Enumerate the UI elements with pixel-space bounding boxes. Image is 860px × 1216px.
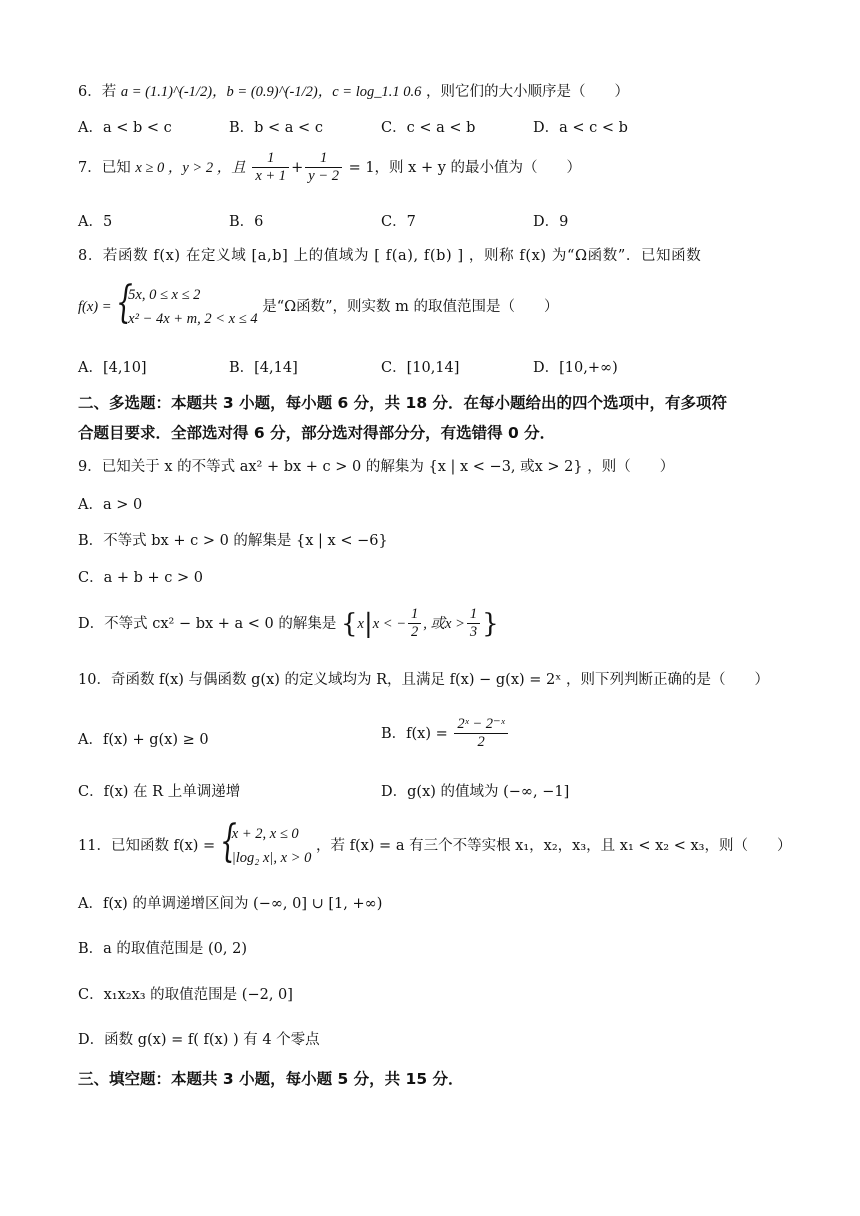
left-brace: {: [219, 816, 237, 867]
piece-2: |log₂ x|, x > 0: [231, 850, 312, 866]
option-b[interactable]: B．b < a < c: [229, 120, 323, 136]
section-2-line-2: 合题目要求．全部选对得 6 分，部分选对得部分分，有选错得 0 分．: [78, 424, 556, 442]
section-3-heading: 三、填空题：本题共 3 小题，每小题 5 分，共 15 分．: [78, 1070, 464, 1088]
section-2-heading: [78, 388, 784, 448]
question-10-stem: 10．奇函数 f(x) 与偶函数 g(x) 的定义域均为 R，且满足 f(x) − g(x) = 2ˣ ，则下列判断正确的是（ ）: [78, 672, 769, 688]
set-brace-open: {: [341, 608, 358, 639]
piecewise-definition: [219, 816, 312, 870]
question-8-function: [78, 277, 784, 331]
question-11-prompt: ，若 f(x) = a 有三个不等实根 x₁，x₂，x₃，且 x₁ < x₂ < x₃，则（ ）: [315, 838, 792, 854]
question-11-option-b[interactable]: B．a 的取值范围是 (0, 2): [78, 941, 248, 957]
question-7-stem: 7．已知 x ≥ 0 ，y > 2 ，且 $\frac{1}{x + 1}$ + $\frac{1}{y - 2}$ = 1，则 x + y 的最小值为（ ）: [78, 150, 582, 185]
question-6-number: 6．若: [78, 84, 117, 100]
question-9-option-d[interactable]: D．不等式 cx² − bx + a < 0 的解集是 {x|x < − $\frac{1}{2}$ , 或x > $\frac{1}{3}$ }: [78, 606, 499, 641]
question-9-option-c[interactable]: C．a + b + c > 0: [78, 570, 203, 586]
option-b-text: B．f(x) =: [381, 725, 448, 742]
set-condition-1: x < −: [372, 615, 407, 632]
set-brace-close: }: [482, 608, 499, 639]
set-condition-2: , 或x >: [423, 615, 465, 632]
section-2-line-1: 二、多选题：本题共 3 小题，每小题 6 分，共 18 分．在每小题给出的四个选项中，有多项符: [78, 394, 728, 412]
question-9-stem: 9．已知关于 x 的不等式 ax² + bx + c > 0 的解集为 {x | x < −3, 或x > 2} ，则（ ）: [78, 459, 675, 475]
option-a[interactable]: A．a < b < c: [78, 120, 172, 136]
piece-1: x + 2, x ≤ 0: [231, 826, 299, 842]
option-b[interactable]: B．[4,14]: [229, 360, 298, 376]
piece-1: 5x, 0 ≤ x ≤ 2: [128, 287, 201, 303]
question-8-prompt: 是“Ω函数”，则实数 m 的取值范围是（ ）: [262, 299, 559, 315]
option-a[interactable]: A．[4,10]: [78, 360, 147, 376]
option-d[interactable]: D．[10,+∞): [533, 360, 618, 376]
question-11-option-a[interactable]: A．f(x) 的单调递增区间为 (−∞, 0] ∪ [1, +∞): [78, 896, 383, 912]
option-d[interactable]: D．a < c < b: [533, 120, 628, 136]
fraction-1: $\frac{1}{x + 1}$: [252, 150, 289, 186]
piecewise-definition: [116, 277, 258, 331]
question-7-prompt: = 1，则 x + y 的最小值为（ ）: [348, 159, 582, 176]
question-9-option-a[interactable]: A．a > 0: [78, 497, 143, 513]
question-10-options-row-1: [78, 716, 784, 766]
question-11-option-d[interactable]: D．函数 g(x) = f( f(x) ) 有 4 个零点: [78, 1032, 320, 1048]
option-c[interactable]: C．f(x) 在 R 上单调递增: [78, 784, 241, 800]
question-11-stem: [78, 816, 792, 870]
fraction-one-half: $\frac{1}{2}$: [408, 606, 421, 642]
option-b-fraction: $\frac{\text{2ˣ − 2⁻ˣ}}{2}$: [454, 716, 507, 752]
question-11-option-c[interactable]: C．x₁x₂x₃ 的取值范围是 (−2, 0]: [78, 987, 293, 1003]
question-7-condition: x ≥ 0 ，y > 2 ，且: [135, 159, 246, 176]
option-d[interactable]: D．g(x) 的值域为 (−∞, −1]: [381, 784, 570, 800]
piece-2: x² − 4x + m, 2 < x ≤ 4: [128, 311, 258, 327]
question-6-expression: a = (1.1)^(-1/2)，b = (0.9)^(-1/2)，c = log_1.1 0.6: [120, 84, 422, 100]
question-11-lead: 11．已知函数 f(x) =: [78, 838, 216, 854]
fraction-one-third: $\frac{1}{3}$: [467, 606, 480, 642]
option-d-text: D．不等式 cx² − bx + a < 0 的解集是: [78, 615, 337, 632]
option-d[interactable]: D．9: [533, 214, 569, 230]
question-6-stem: [78, 80, 784, 101]
question-8-stem: 8．若函数 f(x) 在定义域 [a,b] 上的值域为 [ f(a), f(b) ] ，则称 f(x) 为“Ω函数”．已知函数: [78, 248, 702, 264]
option-b[interactable]: [381, 716, 510, 752]
question-7-number: 7．已知: [78, 159, 131, 176]
left-brace: {: [116, 277, 133, 328]
option-c[interactable]: C．7: [381, 214, 416, 230]
function-lhs: f(x) =: [78, 299, 112, 315]
option-c[interactable]: C．c < a < b: [381, 120, 476, 136]
option-a[interactable]: A．f(x) + g(x) ≥ 0: [78, 732, 209, 748]
question-6-prompt: ，则它们的大小顺序是（ ）: [425, 84, 629, 100]
option-a[interactable]: A．5: [78, 214, 113, 230]
fraction-2: $\frac{1}{y - 2}$: [305, 150, 342, 186]
question-9-option-b[interactable]: B．不等式 bx + c > 0 的解集是 {x | x < −6}: [78, 533, 388, 549]
option-c[interactable]: C．[10,14]: [381, 360, 460, 376]
option-b[interactable]: B．6: [229, 214, 264, 230]
